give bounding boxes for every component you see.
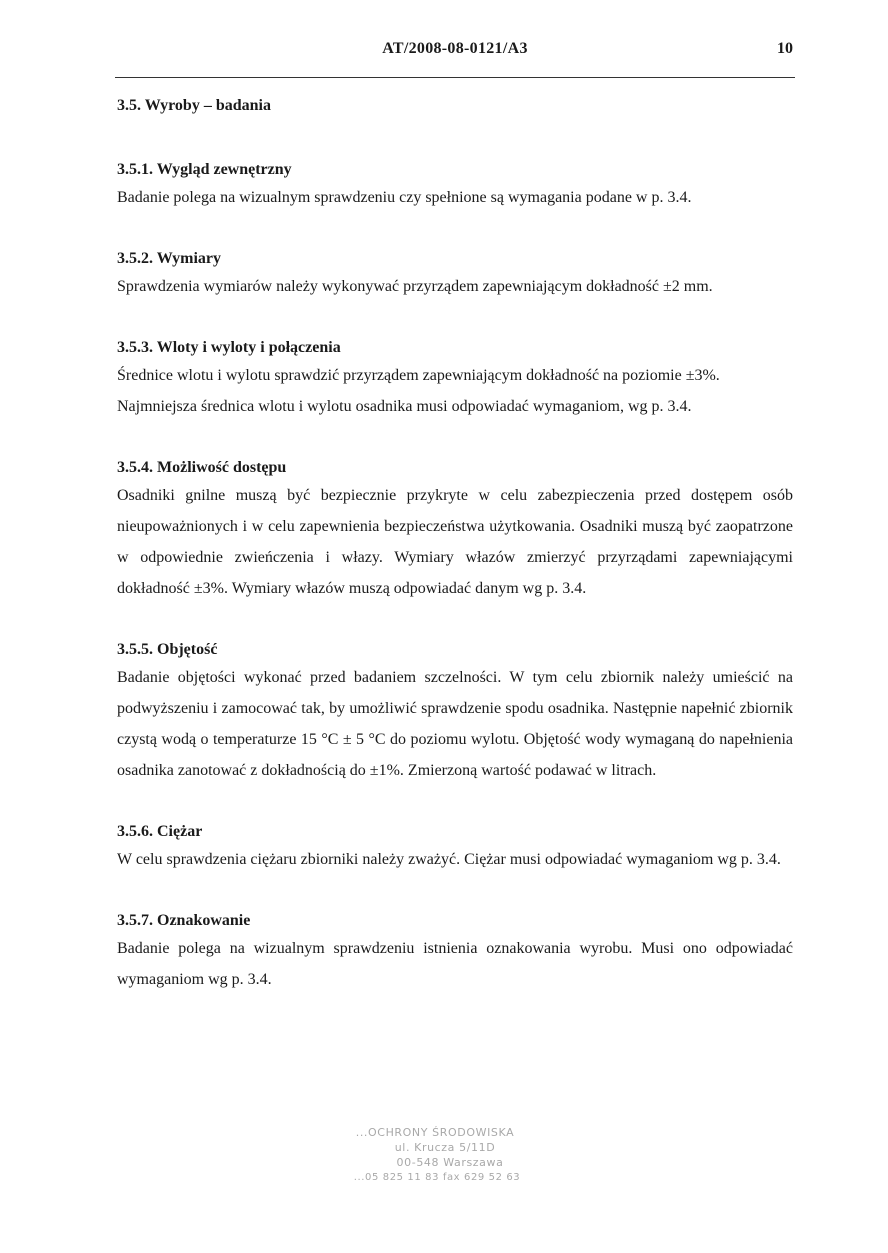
main-section-title: 3.5. Wyroby – badania <box>117 97 271 114</box>
paragraph: Sprawdzenia wymiarów należy wykonywać przyrządem zapewniającym dokładność ±2 mm. <box>117 278 713 295</box>
stamp-line: ul. Krucza 5/11D <box>394 1141 496 1154</box>
paragraph: Najmniejsza średnica wlotu i wylotu osadnika musi odpowiadać wymaganiom, wg p. 3.4. <box>117 398 692 415</box>
section-dimensions <box>117 247 793 302</box>
paragraph: Badanie polega na wizualnym sprawdzeniu czy spełnione są wymagania podane w p. 3.4. <box>117 189 692 206</box>
section-body <box>117 480 793 604</box>
section-title: 3.5.3. Wloty i wyloty i połączenia <box>117 339 341 356</box>
section-inlets-outlets <box>117 336 793 422</box>
paragraph: W celu sprawdzenia ciężaru zbiorniki należy zważyć. Ciężar musi odpowiadać wymaganiom wg p. 3.4. <box>117 851 781 868</box>
section-body <box>117 271 793 302</box>
institution-stamp <box>330 1125 550 1185</box>
section-access <box>117 456 793 604</box>
section-appearance <box>117 158 793 213</box>
paragraph: Badanie polega na wizualnym sprawdzeniu istnienia oznakowania wyrobu. Musi ono odpowiadać wymaganiom wg p. 3.4. <box>117 940 793 988</box>
paragraph: Osadniki gnilne muszą być bezpiecznie przykryte w celu zabezpieczenia przed dostępem osób nieupoważnionych i w celu zapewnienia bezpieczeństwa użytkowania. Osadniki muszą być zaopatrzone w odpowiednie zwieńczenia i włazy. Wymiary włazów zmierzyć przyrządami zapewniającymi dokładność ±3%. Wymiary włazów muszą odpowiadać danym wg p. 3.4. <box>117 487 793 597</box>
section-title: 3.5.6. Ciężar <box>117 823 203 840</box>
section-body <box>117 933 793 995</box>
section-volume <box>117 638 793 786</box>
section-body <box>117 662 793 786</box>
paragraph: Badanie objętości wykonać przed badaniem szczelności. W tym celu zbiornik należy umieścić na podwyższeniu i zamocować tak, by umożliwić sprawdzenie spodu osadnika. Następnie napełnić zbiornik czystą wodą o temperaturze 15 °C ± 5 °C do poziomu wylotu. Objętość wody wymaganą do napełnienia osadnika zanotować z dokładnością do ±1%. Zmierzoną wartość podawać w litrach. <box>117 669 793 779</box>
paragraph: Średnice wlotu i wylotu sprawdzić przyrządem zapewniającym dokładność na poziomie ±3%. <box>117 367 720 384</box>
page-header <box>115 40 795 66</box>
stamp-line: ...05 825 11 83 fax 629 52 63 <box>353 1172 521 1183</box>
stamp-line: ...OCHRONY ŚRODOWISKA <box>355 1126 515 1139</box>
header-divider <box>115 77 795 78</box>
section-title: 3.5.2. Wymiary <box>117 250 221 267</box>
stamp-line: 00-548 Warszawa <box>396 1156 504 1169</box>
section-marking <box>117 909 793 995</box>
section-title: 3.5.1. Wygląd zewnętrzny <box>117 161 292 178</box>
document-body <box>117 94 793 995</box>
page-number: 10 <box>777 40 793 57</box>
section-title: 3.5.4. Możliwość dostępu <box>117 459 287 476</box>
section-title: 3.5.5. Objętość <box>117 641 218 658</box>
section-body <box>117 182 793 213</box>
section-weight <box>117 820 793 875</box>
section-body <box>117 360 793 422</box>
section-body <box>117 844 793 875</box>
document-id: AT/2008-08-0121/A3 <box>382 40 528 57</box>
section-title: 3.5.7. Oznakowanie <box>117 912 251 929</box>
